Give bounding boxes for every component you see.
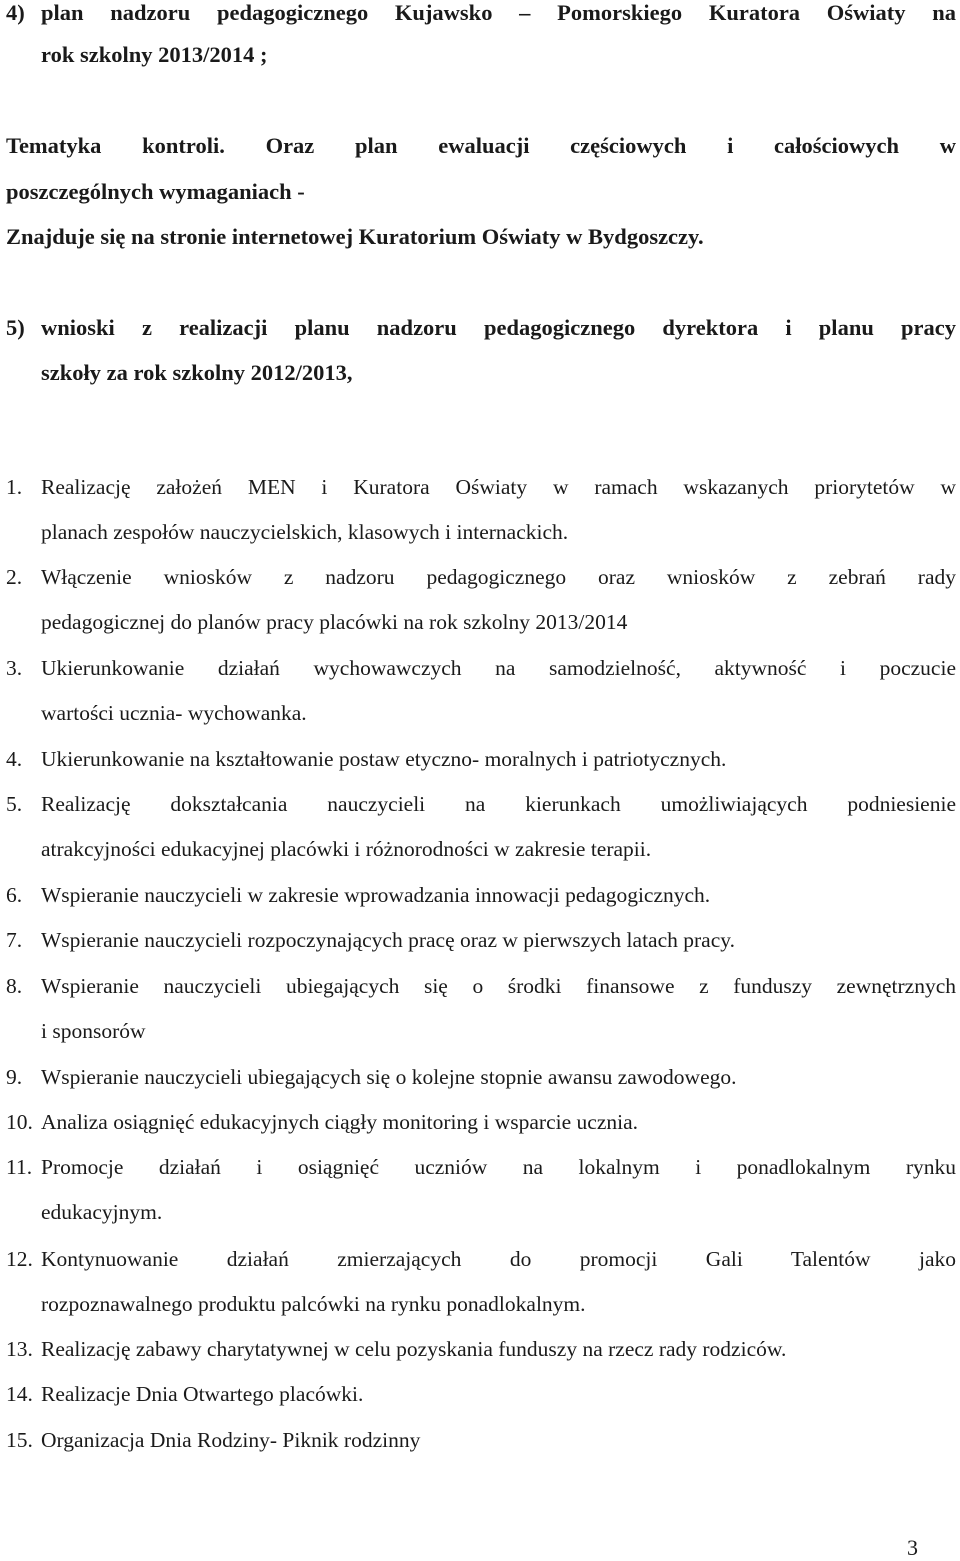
list-item-text: Realizację założeń MEN i Kuratora Oświaty w ramach wskazanych priorytetów w [41, 475, 956, 499]
list-item-number: 10. [6, 1110, 33, 1134]
list-item-text: Realizację dokształcania nauczycieli na kierunkach umożliwiających podniesienie [41, 792, 956, 816]
list-item-text: planach zespołów nauczycielskich, klasowych i internackich. [41, 520, 569, 544]
list-item-text: Włączenie wniosków z nadzoru pedagogicznego oraz wniosków z zebrań rady [41, 565, 956, 589]
list-item-text: Realizacje Dnia Otwartego placówki. [41, 1382, 364, 1406]
section-number: 4) [6, 0, 25, 25]
list-item-text: i sponsorów [41, 1019, 146, 1043]
list-item-text: Wspieranie nauczycieli ubiegających się o środki finansowe z funduszy zewnętrznych [41, 974, 956, 998]
list-item-number: 6. [6, 883, 23, 907]
list-item-text: Realizację zabawy charytatywnej w celu pozyskania funduszy na rzecz rady rodziców. [41, 1337, 787, 1361]
list-item-text: Wspieranie nauczycieli rozpoczynających pracę oraz w pierwszych latach pracy. [41, 928, 735, 952]
list-item-number: 4. [6, 747, 23, 771]
list-item-text: Organizacja Dnia Rodziny- Piknik rodzinny [41, 1428, 421, 1452]
list-item-text: rozpoznawalnego produktu palcówki na rynku ponadlokalnym. [41, 1292, 586, 1316]
paragraph-line: poszczególnych wymaganiach - [6, 179, 305, 204]
paragraph-line: Znajduje się na stronie internetowej Kuratorium Oświaty w Bydgoszczy. [6, 224, 704, 249]
list-item-number: 7. [6, 928, 23, 952]
list-item-number: 1. [6, 475, 23, 499]
list-item-number: 9. [6, 1065, 23, 1089]
page-number: 3 [907, 1535, 918, 1560]
list-item-text: Wspieranie nauczycieli ubiegających się o kolejne stopnie awansu zawodowego. [41, 1065, 737, 1089]
list-item-text: Wspieranie nauczycieli w zakresie wprowadzania innowacji pedagogicznych. [41, 883, 711, 907]
paragraph-line: Tematyka kontroli. Oraz plan ewaluacji częściowych i całościowych w [6, 133, 956, 158]
list-item-number: 3. [6, 656, 23, 680]
list-item-text: wartości ucznia- wychowanka. [41, 701, 307, 725]
section-line: wnioski z realizacji planu nadzoru pedagogicznego dyrektora i planu pracy [41, 315, 956, 340]
list-item-number: 5. [6, 792, 23, 816]
list-item-text: Ukierunkowanie działań wychowawczych na samodzielność, aktywność i poczucie [41, 656, 956, 680]
list-item-text: Promocje działań i osiągnięć uczniów na lokalnym i ponadlokalnym rynku [41, 1155, 956, 1179]
section-line: rok szkolny 2013/2014 ; [41, 42, 268, 67]
list-item-text: Ukierunkowanie na kształtowanie postaw etyczno- moralnych i patriotycznych. [41, 747, 727, 771]
list-item-text: edukacyjnym. [41, 1200, 163, 1224]
section-line: plan nadzoru pedagogicznego Kujawsko – Pomorskiego Kuratora Oświaty na [41, 0, 956, 25]
list-item-number: 11. [6, 1155, 33, 1179]
list-item-number: 13. [6, 1337, 33, 1361]
list-item-number: 14. [6, 1382, 33, 1406]
list-item-number: 2. [6, 565, 23, 589]
section-number: 5) [6, 315, 25, 340]
section-line: szkoły za rok szkolny 2012/2013, [41, 360, 353, 385]
list-item-text: Analiza osiągnięć edukacyjnych ciągły monitoring i wsparcie ucznia. [41, 1110, 639, 1134]
list-item-text: pedagogicznej do planów pracy placówki na rok szkolny 2013/2014 [41, 610, 628, 634]
list-item-number: 15. [6, 1428, 33, 1452]
list-item-text: Kontynuowanie działań zmierzających do promocji Gali Talentów jako [41, 1247, 956, 1271]
list-item-text: atrakcyjności edukacyjnej placówki i różnorodności w zakresie terapii. [41, 837, 652, 861]
list-item-number: 8. [6, 974, 23, 998]
list-item-number: 12. [6, 1247, 33, 1271]
